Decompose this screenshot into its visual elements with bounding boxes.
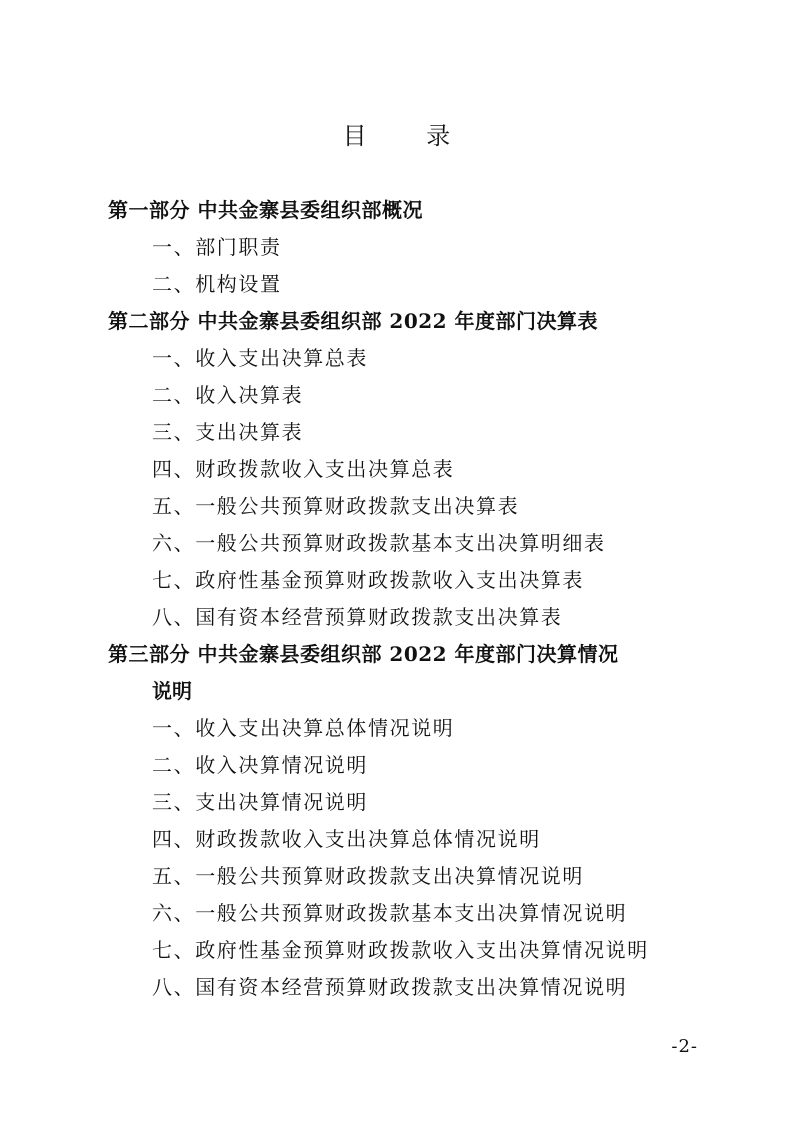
toc-item: 六、一般公共预算财政拨款基本支出决算明细表 [152,531,606,555]
toc-item: 一、收入支出决算总体情况说明 [152,716,455,740]
toc-part-3-continuation: 说明 [152,679,192,703]
toc-part-1: 第一部分 中共金寨县委组织部概况 [108,198,423,222]
toc-item: 四、财政拨款收入支出决算总表 [152,457,455,481]
toc-item: 七、政府性基金预算财政拨款收入支出决算情况说明 [152,938,649,962]
table-of-contents [108,192,728,1006]
toc-item: 七、政府性基金预算财政拨款收入支出决算表 [152,568,584,592]
toc-item: 八、国有资本经营预算财政拨款支出决算情况说明 [152,975,628,999]
toc-item: 二、机构设置 [152,272,282,296]
toc-item: 五、一般公共预算财政拨款支出决算情况说明 [152,864,584,888]
page-number: -2- [671,1036,698,1057]
toc-item: 一、部门职责 [152,235,282,259]
toc-part-3: 第三部分 中共金寨县委组织部 2022 年度部门决算情况 [108,642,619,666]
toc-item: 六、一般公共预算财政拨款基本支出决算情况说明 [152,901,628,925]
toc-item: 二、收入决算情况说明 [152,753,368,777]
toc-item: 一、收入支出决算总表 [152,346,368,370]
document-title: 目 录 [342,122,477,150]
toc-item: 二、收入决算表 [152,383,304,407]
toc-item: 四、财政拨款收入支出决算总体情况说明 [152,827,541,851]
toc-item: 三、支出决算情况说明 [152,790,368,814]
toc-item: 三、支出决算表 [152,420,304,444]
toc-item: 八、国有资本经营预算财政拨款支出决算表 [152,605,563,629]
toc-part-2: 第二部分 中共金寨县委组织部 2022 年度部门决算表 [108,309,599,333]
toc-item: 五、一般公共预算财政拨款支出决算表 [152,494,520,518]
